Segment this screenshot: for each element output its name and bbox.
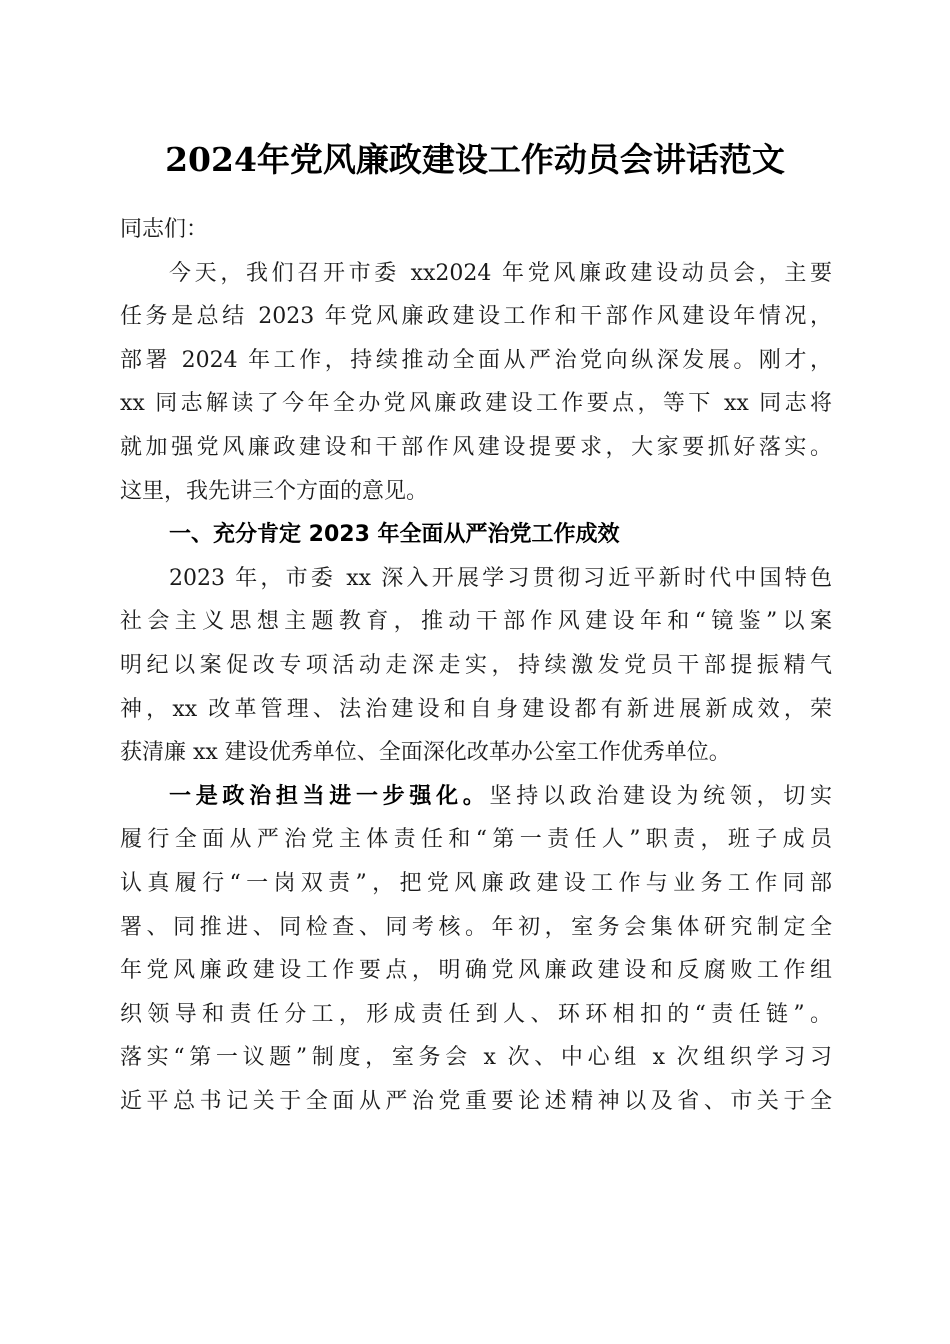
paragraph-political-responsibility — [120, 775, 832, 1124]
paragraph-line: 履行全面从严治党主体责任和“第一责任人”职责，班子成员 — [120, 827, 832, 853]
paragraph-line: 近平总书记关于全面从严治党重要论述精神以及省、市关于全 — [120, 1088, 832, 1114]
paragraph-line: 署、同推进、同检查、同考核。年初，室务会集体研究制定全 — [120, 914, 832, 940]
paragraph-line: 2023 年，市委 xx 深入开展学习贯彻习近平新时代中国特色 — [169, 565, 832, 591]
paragraph-line: 织领导和责任分工，形成责任到人、环环相扣的“责任链”。 — [120, 1001, 832, 1027]
paragraph-line: 落实“第一议题”制度，室务会 x 次、中心组 x 次组织学习习 — [120, 1045, 832, 1071]
paragraph-lead: 一是政治担当进一步强化。 — [169, 782, 490, 809]
paragraph-achievements — [120, 557, 832, 775]
paragraph-line: xx 同志解读了今年全办党风廉政建设工作要点，等下 xx 同志将 — [120, 391, 832, 417]
paragraph-line: 部署 2024 年工作，持续推动全面从严治党向纵深发展。刚才， — [120, 347, 832, 373]
paragraph-line — [120, 775, 832, 819]
paragraph-line: 获清廉 xx 建设优秀单位、全面深化改革办公室工作优秀单位。 — [120, 740, 731, 766]
section-heading: 一、充分肯定 2023 年全面从严治党工作成效 — [169, 522, 620, 548]
paragraph-line: 年党风廉政建设工作要点，明确党风廉政建设和反腐败工作组 — [120, 958, 832, 984]
paragraph-line: 任务是总结 2023 年党风廉政建设工作和干部作风建设年情况， — [120, 304, 832, 330]
paragraph-line: 今天，我们召开市委 xx2024 年党风廉政建设动员会，主要 — [169, 260, 832, 286]
paragraph-line: 这里，我先讲三个方面的意见。 — [120, 478, 429, 504]
document-title: 2024年党风廉政建设工作动员会讲话范文 — [165, 140, 785, 179]
paragraph-line: 社会主义思想主题教育，推动干部作风建设年和“镜鉴”以案 — [120, 609, 832, 635]
paragraph-lead-rest: 坚持以政治建设为统领，切实 — [489, 783, 832, 809]
paragraph-line: 就加强党风廉政建设和干部作风建设提要求，大家要抓好落实。 — [120, 434, 832, 460]
paragraph-line: 认真履行“一岗双责”，把党风廉政建设工作与业务工作同部 — [120, 870, 832, 896]
paragraph-line: 明纪以案促改专项活动走深走实，持续激发党员干部提振精气 — [120, 652, 832, 678]
paragraph-opening — [120, 252, 832, 514]
paragraph-line: 神，xx 改革管理、法治建设和自身建设都有新进展新成效，荣 — [120, 696, 832, 722]
document-body — [120, 208, 832, 1123]
salutation: 同志们： — [120, 217, 209, 242]
